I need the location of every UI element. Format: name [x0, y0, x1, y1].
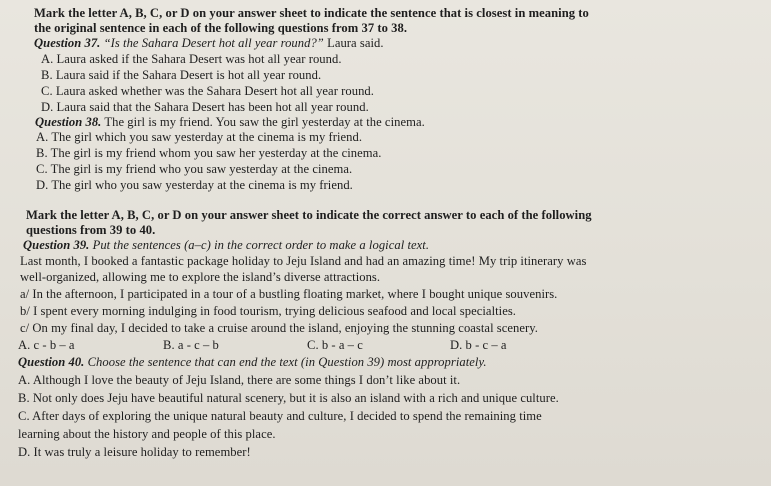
option-letter: D.: [450, 338, 463, 352]
question-39-option-b: [163, 338, 219, 352]
question-39-sentence-a: a/ In the afternoon, I participated in a tour of a bustling floating market, where I bought unique souvenirs.: [20, 287, 558, 301]
question-37-tail: Laura said.: [327, 36, 384, 50]
question-37-quote: “Is the Sahara Desert hot all year round?”: [103, 36, 324, 50]
option-answer: b - a – c: [321, 338, 363, 352]
section1-instruction-line1: Mark the letter A, B, C, or D on your answer sheet to indicate the sentence that is closest in meaning to: [34, 6, 589, 20]
question-39-option-a: [18, 338, 75, 352]
question-40-option-c: C. After days of exploring the unique natural beauty and culture, I decided to spend the remaining time: [18, 409, 542, 423]
question-39-option-d: [450, 338, 507, 352]
option-letter: C.: [307, 338, 319, 352]
question-40-prompt: [18, 355, 487, 369]
question-39-sentence-b: b/ I spent every morning indulging in food tourism, trying delicious seafood and local specialties.: [20, 304, 517, 318]
question-38-option-d: D. The girl who you saw yesterday at the cinema is my friend.: [36, 178, 353, 192]
section2-instruction-line1: Mark the letter A, B, C, or D on your answer sheet to indicate the correct answer to each of the following: [26, 208, 592, 222]
question-37-option-c: C. Laura asked whether was the Sahara Desert hot all year round.: [41, 84, 374, 98]
question-39-label: Question 39.: [23, 238, 90, 252]
question-39-text: Put the sentences (a–c) in the correct order to make a logical text.: [92, 238, 430, 252]
question-37-option-d: D. Laura said that the Sahara Desert has been hot all year round.: [41, 100, 369, 114]
question-38-option-c: C. The girl is my friend who you saw yesterday at the cinema.: [36, 162, 353, 176]
option-answer: b - c – a: [465, 338, 507, 352]
question-37-label: Question 37.: [34, 36, 101, 50]
question-40-option-c-continued: learning about the history and people of this place.: [18, 427, 276, 441]
question-39-option-c: [307, 338, 363, 352]
question-39-sentence-c: c/ On my final day, I decided to take a cruise around the island, enjoying the stunning coastal scenery.: [20, 321, 538, 335]
question-38-option-b: B. The girl is my friend whom you saw her yesterday at the cinema.: [36, 146, 382, 160]
question-38-text: The girl is my friend. You saw the girl yesterday at the cinema.: [104, 115, 425, 129]
question-37-option-b: B. Laura said if the Sahara Desert is hot all year round.: [41, 68, 322, 82]
question-40-text: Choose the sentence that can end the text (in Question 39) most appropriately.: [87, 355, 487, 369]
question-40-option-a: A. Although I love the beauty of Jeju Island, there are some things I don’t like about it.: [18, 373, 461, 387]
option-answer: a - c – b: [177, 338, 219, 352]
option-answer: c - b – a: [33, 338, 75, 352]
question-37-option-a: A. Laura asked if the Sahara Desert was hot all year round.: [41, 52, 342, 66]
question-38-option-a: A. The girl which you saw yesterday at the cinema is my friend.: [36, 130, 363, 144]
question-39-prompt: [23, 238, 429, 252]
section1-instruction-line2: the original sentence in each of the following questions from 37 to 38.: [34, 21, 408, 35]
option-letter: A.: [18, 338, 31, 352]
question-37-prompt: [34, 36, 384, 50]
question-39-passage-line1: Last month, I booked a fantastic package holiday to Jeju Island and had an amazing time! My trip itinerary was: [20, 254, 587, 268]
question-39-passage-line2: well-organized, allowing me to explore the island’s diverse attractions.: [20, 270, 381, 284]
section2-instruction-line2: questions from 39 to 40.: [26, 223, 156, 237]
question-40-option-b: B. Not only does Jeju have beautiful natural scenery, but it is also an island with a rich and unique culture.: [18, 391, 559, 405]
question-40-option-d: D. It was truly a leisure holiday to remember!: [18, 445, 251, 459]
option-letter: B.: [163, 338, 175, 352]
question-38-prompt: [35, 115, 425, 129]
question-38-label: Question 38.: [35, 115, 102, 129]
question-40-label: Question 40.: [18, 355, 85, 369]
